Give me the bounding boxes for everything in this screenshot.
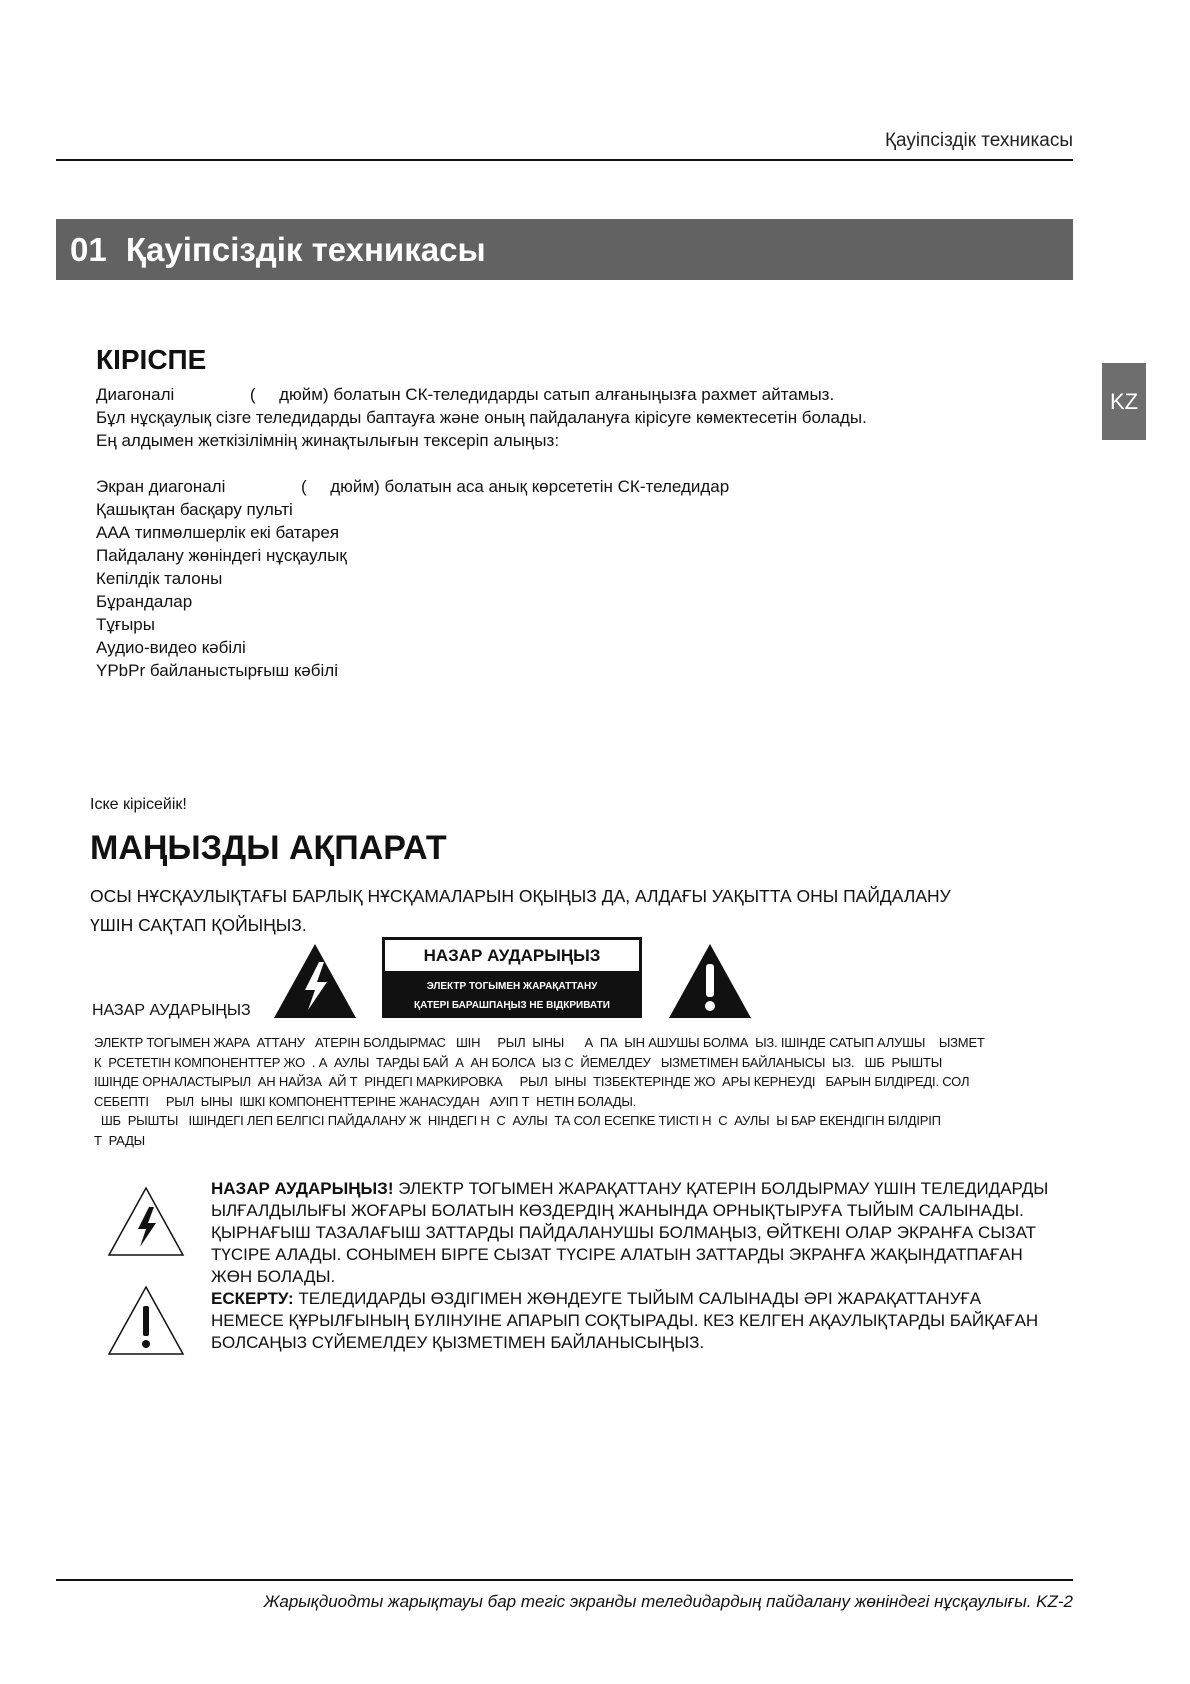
- list-item: ААА типмөлшерлік екі батарея: [96, 523, 340, 542]
- important-heading: МАҢЫЗДЫ АҚПАРАТ: [90, 829, 447, 867]
- caution-box-line: ЭЛЕКТР ТОГЫМЕН ЖАРАҚАТТАНУ: [426, 981, 598, 992]
- language-tab: KZ: [1102, 363, 1146, 440]
- section-title: Қауіпсіздік техникасы: [125, 231, 486, 268]
- intro-line: Бұл нұсқаулық сізге теледидарды баптауға және оның пайдалануға кірісуге көмектесетін болады.: [96, 408, 867, 427]
- intro-heading: КІРІСПЕ: [96, 344, 207, 375]
- caution-box: [382, 937, 642, 1018]
- notice-line: СЕБЕПТІ РЫЛ ЫНЫ ІШКІ КОМПОНЕНТТЕРІНЕ ЖАНАСУДАН АУІП Т НЕТІН БОЛАДЫ.: [94, 1093, 637, 1109]
- list-item: Бұрандалар: [96, 592, 193, 611]
- list-item: Экран диагоналі ( дюйм) болатын аса анық көрсететін СК-теледидар: [96, 477, 730, 496]
- important-line: ҮШІН САҚТАП ҚОЙЫҢЫЗ.: [90, 915, 307, 935]
- warning-label: НАЗАР АУДАРЫҢЫЗ!: [211, 1179, 394, 1198]
- footer-rule: [56, 1579, 1073, 1581]
- lightning-bolt-triangle-icon: [107, 1185, 185, 1257]
- notice-line: ІШІНДЕ ОРНАЛАСТЫРЫЛ АН НАЙЗА АЙ Т РІНДЕГІ МАРКИРОВКА РЫЛ ЫНЫ ТІЗБЕКТЕРІНДЕ ЖО АРЫ КЕРНЕУДІ БАРЫН БІЛДІРЕДІ. СОЛ: [94, 1074, 970, 1089]
- important-line: ОСЫ НҰСҚАУЛЫҚТАҒЫ БАРЛЫҚ НҰСҚАМАЛАРЫН ОҚЫҢЫЗ ДА, АЛДАҒЫ УАҚЫТТА ОНЫ ПАЙДАЛАНУ: [90, 886, 951, 906]
- section-title-bar: [56, 219, 1073, 280]
- caution-label: НАЗАР АУДАРЫҢЫЗ: [92, 1002, 251, 1019]
- notice-line: ШБ РЫШТЫ ІШІНДЕГІ ЛЕП БЕЛГІСІ ПАЙДАЛАНУ Ж НІНДЕГІ Н С АУЛЫ ТА СОЛ ЕСЕПКЕ ТИІСТІ Н С АУЛЫ Ы БАР ЕКЕНДІГІН БІЛДІРІП: [94, 1113, 941, 1128]
- warning-paragraph: [211, 1178, 1051, 1288]
- notice-line: ЭЛЕКТР ТОГЫМЕН ЖАРА АТТАНУ АТЕРІН БОЛДЫРМАС ШІН РЫЛ ЫНЫ А ПА ЫН АШУШЫ БОЛМА ЫЗ. ІШІНДЕ САТЫП АЛУШЫ ЫЗМЕТ: [94, 1035, 985, 1050]
- start-note: Іске кірісейік!: [90, 796, 187, 813]
- package-contents-list: [96, 475, 729, 682]
- section-number: 01: [70, 231, 107, 268]
- list-item: Пайдалану жөніндегі нұсқаулық: [96, 546, 347, 565]
- footer-text: Жарықдиодты жарықтауы бар тегіс экранды теледидардың пайдалану жөніндегі нұсқаулығы. KZ-2: [263, 1592, 1073, 1611]
- page-header-title: Қауіпсіздік техникасы: [884, 130, 1073, 151]
- header-rule: [56, 159, 1073, 161]
- exclamation-triangle-icon: [667, 942, 753, 1020]
- notice-line: Т РАДЫ: [94, 1132, 145, 1148]
- warning-text: ЭЛЕКТР ТОГЫМЕН ЖАРАҚАТТАНУ ҚАТЕРІН БОЛДЫРМАУ ҮШІН ТЕЛЕДИДАРДЫ ЫЛҒАЛДЫЛЫҒЫ ЖОҒАРЫ БОЛАТЫН КӨЗДЕРДІҢ ЖАНЫНДА ОРНЫҚТЫРУҒА ТЫЙЫМ САЛЫНАДЫ. ҚЫРНАҒЫШ ТАЗАЛАҒЫШ ЗАТТАРДЫ ПАЙДАЛАНУШЫ БОЛМАҢЫЗ, ӨЙТКЕНІ ОЛАР ЭКРАНҒА СЫЗАТ ТҮСІРЕ АЛАДЫ. СОНЫМЕН БІРГЕ СЫЗАТ ТҮСІРЕ АЛАТЫН ЗАТТАРДЫ ЭКРАНҒА ЖАҚЫНДАТПАҒАН ЖӨН БОЛАДЫ.: [211, 1179, 1049, 1286]
- list-item: Кепілдік талоны: [96, 569, 223, 588]
- list-item: Тұғыры: [96, 615, 155, 634]
- notice-line: К РСЕТЕТІН КОМПОНЕНТТЕР ЖО . А АУЛЫ ТАРДЫ БАЙ А АН БОЛСА ЫЗ С ЙЕМЕЛДЕУ ЫЗМЕТІМЕН БАЙЛАНЫСЫ ЫЗ. ШБ РЫШТЫ: [94, 1054, 943, 1070]
- note-text: ТЕЛЕДИДАРДЫ ӨЗДІГІМЕН ЖӨНДЕУГЕ ТЫЙЫМ САЛЫНАДЫ ӘРІ ЖАРАҚАТТАНУҒА НЕМЕСЕ ҚҰРЫЛҒЫНЫҢ БҮЛІНУІНЕ АПАРЫП СОҚТЫРАДЫ. КЕЗ КЕЛГЕН АҚАУЛЫҚТАРДЫ БАЙҚАҒАН БОЛСАҢЫЗ СҮЙЕМЕЛДЕУ ҚЫЗМЕТІМЕН БАЙЛАНЫСЫҢЫЗ.: [211, 1289, 1039, 1352]
- list-item: Аудио-видео кәбілі: [96, 638, 246, 657]
- warning-block: [211, 1178, 1051, 1354]
- note-label: ЕСКЕРТУ:: [211, 1289, 294, 1308]
- caution-box-line: ҚАТЕРІ БАРАШПАҢЫЗ НЕ ВІДКРИВАТИ: [414, 1000, 610, 1011]
- important-paragraph: [90, 882, 951, 940]
- note-paragraph: [211, 1288, 1051, 1354]
- lightning-bolt-triangle-icon: [272, 942, 358, 1020]
- intro-paragraph: [96, 383, 867, 452]
- caution-box-title: НАЗАР АУДАРЫҢЫЗ: [385, 940, 639, 971]
- intro-line: Диагоналі ( дюйм) болатын СК-теледидарды сатып алғаныңызға рахмет айтамыз.: [96, 385, 835, 404]
- exclamation-triangle-icon: [107, 1284, 185, 1356]
- caution-notice: [94, 1033, 1084, 1150]
- intro-line: Ең алдымен жеткізілімнің жинақтылығын тексеріп алыңыз:: [96, 431, 560, 450]
- list-item: Қашықтан басқару пульті: [96, 500, 293, 519]
- list-item: YPbPr байланыстырғыш кәбілі: [96, 661, 338, 680]
